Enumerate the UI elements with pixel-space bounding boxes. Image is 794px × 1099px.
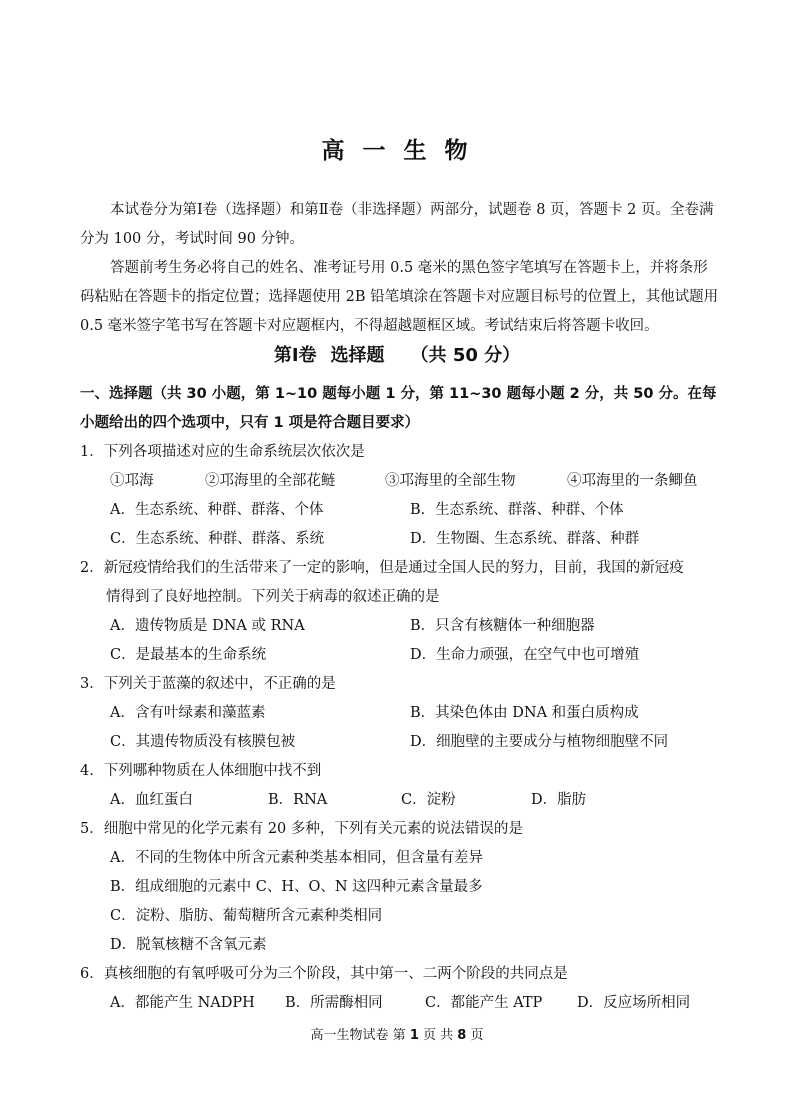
- option-d: D．脂肪: [531, 792, 587, 808]
- option-row: [80, 786, 720, 815]
- question-stem: 4．下列哪种物质在人体细胞中找不到: [80, 763, 322, 779]
- question-stem: 3．下列关于蓝藻的叙述中，不正确的是: [80, 676, 336, 692]
- option-b: B．其染色体由 DNA 和蛋白质构成: [410, 705, 639, 721]
- intro-paragraph-1: 本试卷分为第Ⅰ卷（选择题）和第Ⅱ卷（非选择题）两部分，试题卷 8 页，答题卡 2 页。全卷满分为 100 分，考试时间 90 分钟。: [80, 202, 714, 247]
- question-stem: 1．下列各项描述对应的生命系统层次依次是: [80, 444, 365, 460]
- intro-paragraph-2: 答题前考生务必将自己的姓名、准考证号用 0.5 毫米的黑色签字笔填写在答题卡上，并将条形码粘贴在答题卡的指定位置；选择题使用 2B 铅笔填涂在答题卡对应题目标号的位置上，其他试题用 0.5 毫米签字笔书写在答题卡对应题框内，不得超越题框区域。考试结束后将答题卡收回。: [80, 260, 719, 334]
- question-items: [80, 467, 720, 496]
- option-d: D．细胞壁的主要成分与植物细胞壁不同: [410, 734, 669, 750]
- question-stem: 5．细胞中常见的化学元素有 20 多种，下列有关元素的说法错误的是: [80, 821, 523, 837]
- option-row: [80, 699, 720, 728]
- option-row: [80, 641, 720, 670]
- option-c: C．淀粉: [401, 792, 456, 808]
- option-d: D．生物圈、生态系统、群落、种群: [410, 531, 640, 547]
- part-heading: 一、选择题（共 30 小题，第 1~10 题每小题 1 分，第 11~30 题每小题 2 分，共 50 分。在每小题给出的四个选项中，只有 1 项是符合题目要求）: [80, 386, 717, 431]
- footer-page-number: 1: [409, 1028, 419, 1043]
- footer-prefix: 高一生物试卷: [310, 1028, 389, 1043]
- option-b: B．只含有核糖体一种细胞器: [410, 618, 595, 634]
- option-c: C．淀粉、脂肪、葡萄糖所含元素种类相同: [110, 908, 383, 924]
- option-a: A．含有叶绿素和藻蓝素: [110, 705, 266, 721]
- page-footer: [0, 1024, 794, 1043]
- option-row: [80, 612, 720, 641]
- option-d: D．脱氧核糖不含氧元素: [110, 937, 267, 953]
- question-stem: 2．新冠疫情给我们的生活带来了一定的影响，但是通过全国人民的努力，目前，我国的新冠疫: [80, 560, 684, 576]
- option-a: A．不同的生物体中所含元素种类基本相同，但含量有差异: [110, 850, 483, 866]
- question-3: [80, 670, 720, 757]
- question-4: [80, 757, 720, 815]
- option-row: [80, 728, 720, 757]
- option-a: A．生态系统、种群、群落、个体: [110, 502, 324, 518]
- question-stem: 6．真核细胞的有氧呼吸可分为三个阶段，其中第一、二两个阶段的共同点是: [80, 966, 568, 982]
- option-c: C．是最基本的生命系统: [110, 647, 267, 663]
- footer-mid: 页 共: [423, 1028, 454, 1043]
- option-a: A．血红蛋白: [110, 792, 193, 808]
- section-name: 选择题: [330, 345, 385, 366]
- item: ②邛海里的全部花鲢: [205, 473, 336, 489]
- option-row: [80, 496, 720, 525]
- question-stem-continued: 情得到了良好地控制。下列关于病毒的叙述正确的是: [106, 589, 440, 605]
- option-a: A．遗传物质是 DNA 或 RNA: [110, 618, 305, 634]
- section-title: [0, 341, 794, 367]
- item: ④邛海里的一条鲫鱼: [567, 473, 698, 489]
- item: ①邛海: [110, 473, 154, 489]
- option-b: B．组成细胞的元素中 C、H、O、N 这四种元素含量最多: [110, 879, 483, 895]
- option-row: [80, 525, 720, 554]
- option-d: D．生命力顽强，在空气中也可增殖: [410, 647, 640, 663]
- option-row: [80, 989, 720, 1018]
- option-b: B．所需酶相同: [285, 995, 383, 1011]
- footer-page-label: 第: [392, 1028, 406, 1043]
- question-2: [80, 554, 720, 670]
- option-d: D．反应场所相同: [577, 995, 691, 1011]
- option-c: C．都能产生 ATP: [425, 995, 543, 1011]
- option-b: B．生态系统、群落、种群、个体: [410, 502, 624, 518]
- section-score: （共 50 分）: [410, 345, 521, 366]
- question-1: [80, 438, 720, 554]
- item: ③邛海里的全部生物: [385, 473, 516, 489]
- section-part: 第Ⅰ卷: [273, 345, 317, 366]
- option-a: A．都能产生 NADPH: [110, 995, 255, 1011]
- option-b: B．RNA: [268, 792, 328, 808]
- question-5: [80, 815, 720, 960]
- option-c: C．生态系统、种群、群落、系统: [110, 531, 325, 547]
- footer-total-pages: 8: [457, 1028, 467, 1043]
- question-6: [80, 960, 720, 1018]
- footer-suffix: 页: [470, 1028, 484, 1043]
- option-c: C．其遗传物质没有核膜包被: [110, 734, 296, 750]
- document-title: 高 一 生 物: [321, 138, 473, 164]
